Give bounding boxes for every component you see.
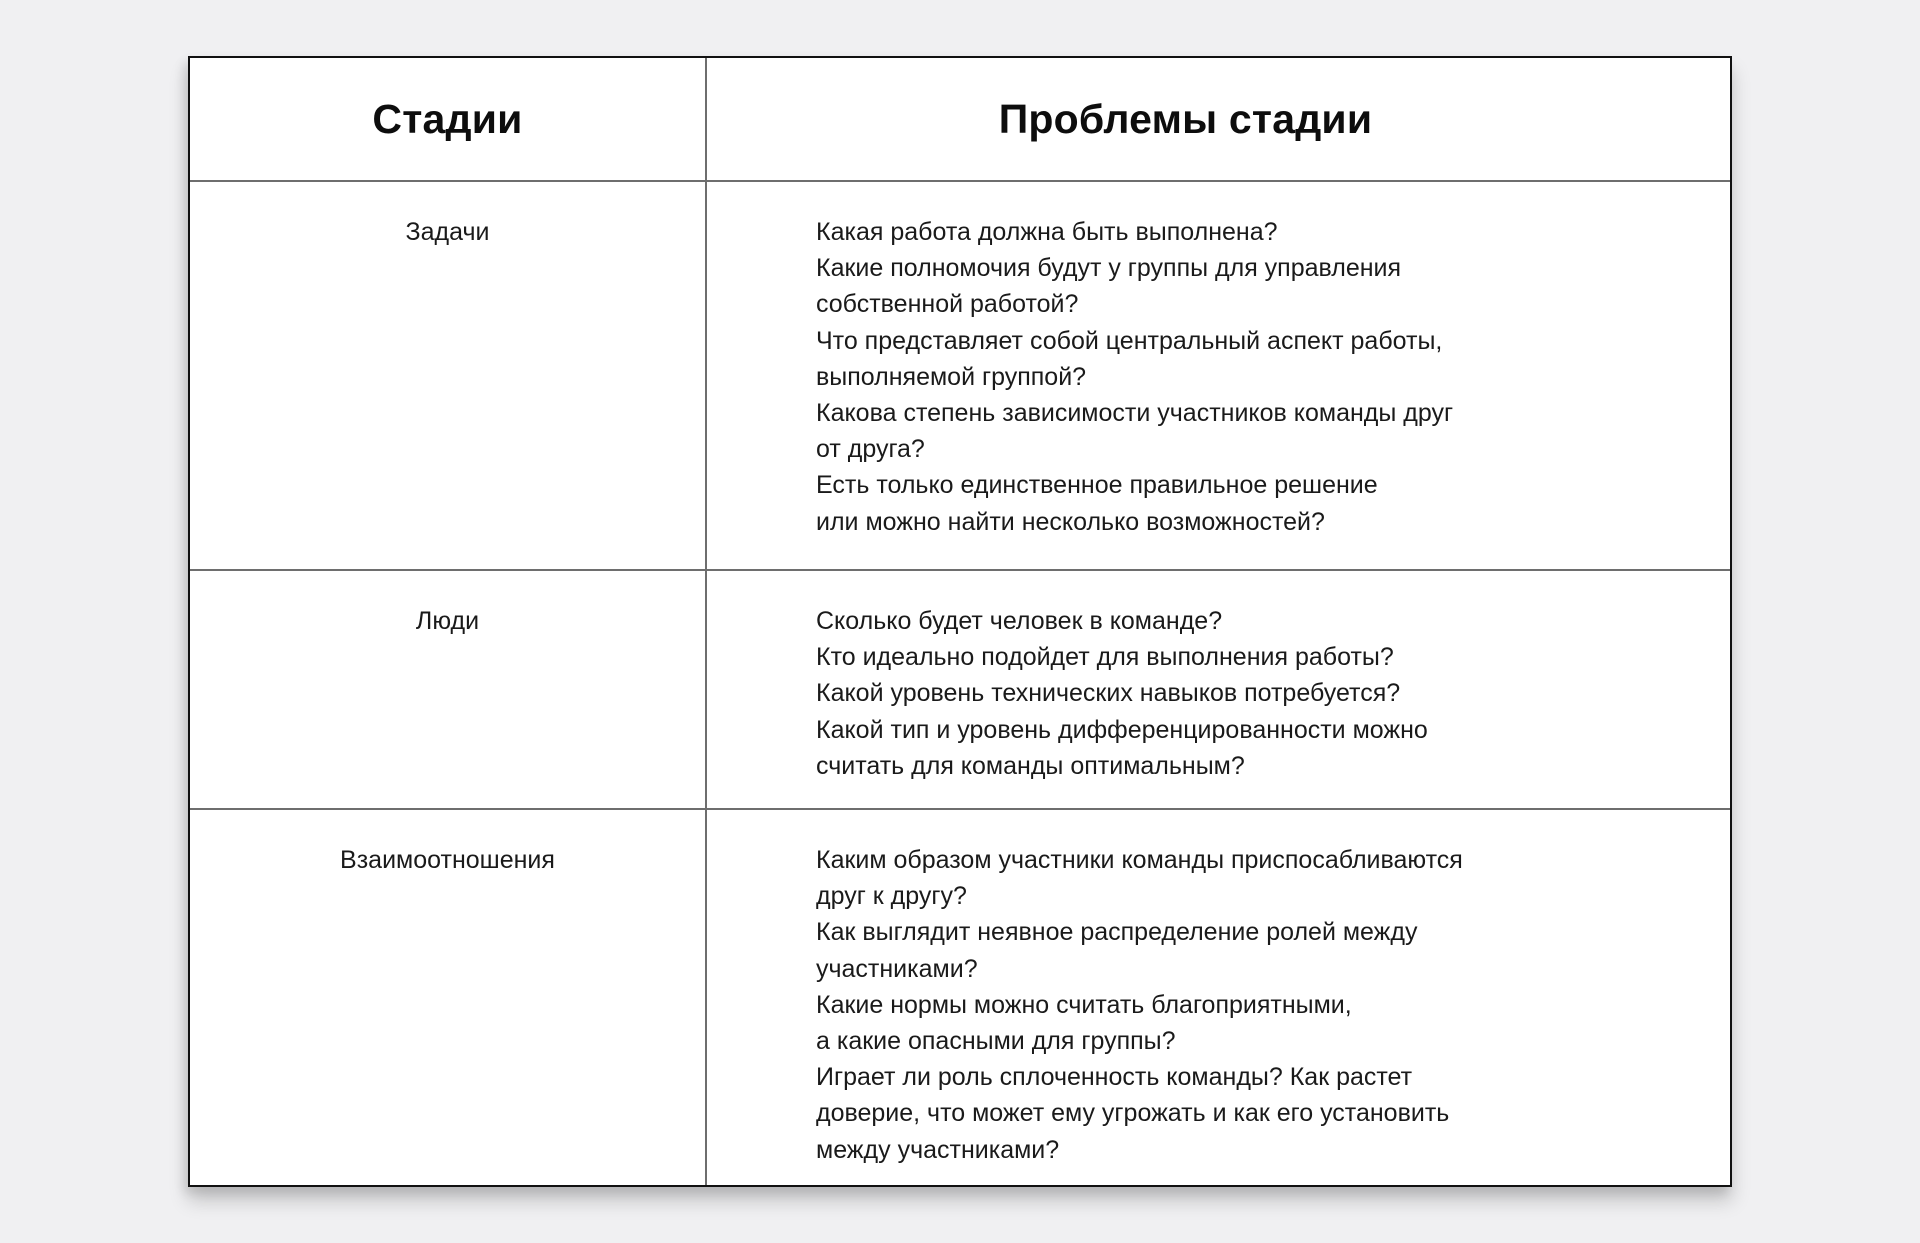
stage-label: Люди (415, 607, 480, 635)
stage-questions (707, 182, 1730, 540)
header-stages: Стадии (372, 96, 523, 142)
question-line: Какая работа должна быть выполнена? (816, 218, 1278, 246)
question-line: или можно найти несколько возможностей? (816, 507, 1325, 536)
stage-questions (707, 810, 1730, 1168)
stages-table (188, 56, 1732, 1187)
question-line: друг к другу? (816, 882, 967, 911)
table-row-relationships (190, 808, 1730, 1187)
question-line: между участниками? (816, 1135, 1060, 1164)
question-line: Какова степень зависимости участников команды друг (816, 399, 1454, 428)
question-line: участниками? (816, 954, 978, 983)
question-line: Сколько будет человек в команде? (816, 607, 1223, 635)
question-line: выполняемой группой? (816, 362, 1087, 391)
question-line: Какие нормы можно считать благоприятными, (816, 990, 1352, 1019)
header-problems: Проблемы стадии (998, 96, 1373, 142)
table-row-people (190, 569, 1730, 808)
question-line: Кто идеально подойдет для выполнения работы? (816, 643, 1394, 672)
stage-label: Взаимоотношения (340, 846, 555, 874)
question-line: собственной работой? (816, 290, 1079, 319)
stage-questions (707, 571, 1730, 784)
stage-label: Задачи (405, 218, 490, 246)
question-line: Как выглядит неявное распределение ролей между (816, 918, 1418, 947)
question-line: а какие опасными для группы? (816, 1027, 1176, 1056)
question-line: Есть только единственное правильное решение (816, 471, 1378, 500)
question-line: от друга? (816, 435, 925, 464)
question-line: Что представляет собой центральный аспект работы, (816, 326, 1443, 355)
table-header-row (190, 58, 1730, 180)
question-line: Какие полномочия будут у группы для управления (816, 254, 1402, 283)
question-line: считать для команды оптимальным? (816, 751, 1245, 780)
question-line: доверие, что может ему угрожать и как его установить (816, 1099, 1450, 1128)
question-line: Какой уровень технических навыков потребуется? (816, 679, 1401, 708)
question-line: Каким образом участники команды приспосабливаются (816, 846, 1463, 874)
table-row-tasks (190, 180, 1730, 569)
question-line: Какой тип и уровень дифференцированности можно (816, 715, 1428, 744)
question-line: Играет ли роль сплоченность команды? Как растет (816, 1063, 1413, 1092)
